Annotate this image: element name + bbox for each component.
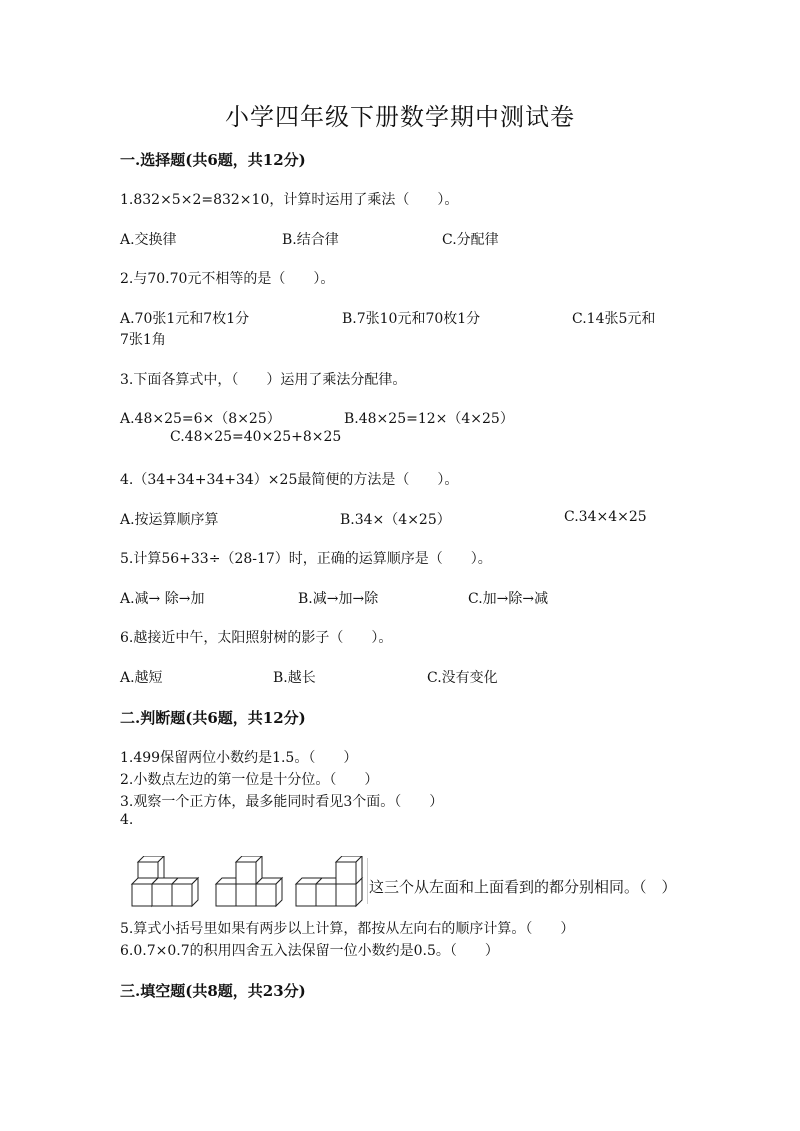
judgment-item-1: 1.499保留两位小数约是1.5。（ ） [120, 750, 358, 766]
image-divider [367, 858, 368, 904]
question-3-option-b: B.48×25=12×（4×25） [344, 411, 514, 427]
question-4-option-a: A.按运算顺序算 [120, 512, 219, 528]
question-3-option-a: A.48×25=6×（8×25） [120, 411, 281, 427]
cube-figures-image [128, 856, 368, 912]
question-4-option-b: B.34×（4×25） [340, 512, 451, 528]
judgment-item-4-text: 这三个从左面和上面看到的都分别相同。（ ） [369, 878, 677, 896]
cube-figure-1 [132, 856, 198, 906]
question-4-stem: 4.（34+34+34+34）×25最简便的方法是（ ）。 [120, 472, 459, 488]
question-1-option-c: C.分配律 [442, 232, 499, 248]
page-title: 小学四年级下册数学期中测试卷 [225, 103, 575, 131]
section-heading-judgment: 二.判断题(共6题，共12分) [120, 709, 306, 727]
question-2-option-a: A.70张1元和7枚1分 [120, 311, 250, 327]
question-2-stem: 2.与70.70元不相等的是（ ）。 [120, 271, 335, 287]
question-6-option-b: B.越长 [273, 670, 316, 686]
question-5-option-a: A.减→ 除→加 [120, 591, 205, 607]
section-heading-choice: 一.选择题(共6题，共12分) [120, 151, 306, 169]
question-4-option-c: C.34×4×25 [564, 509, 647, 525]
judgment-item-4-number: 4. [120, 812, 134, 828]
question-1-option-a: A.交换律 [120, 232, 177, 248]
question-5-stem: 5.计算56+33÷（28-17）时，正确的运算顺序是（ ）。 [120, 551, 492, 567]
question-2-option-b: B.7张10元和70枚1分 [342, 311, 481, 327]
question-3-option-c: C.48×25=40×25+8×25 [170, 429, 342, 445]
cube-figure-3 [296, 856, 362, 906]
question-3-stem: 3.下面各算式中，（ ）运用了乘法分配律。 [120, 372, 407, 388]
question-5-option-c: C.加→除→减 [468, 591, 549, 607]
judgment-item-5: 5.算式小括号里如果有两步以上计算，都按从左向右的顺序计算。（ ） [120, 921, 575, 937]
question-1-stem: 1.832×5×2=832×10，计算时运用了乘法（ ）。 [120, 192, 459, 208]
judgment-item-3: 3.观察一个正方体，最多能同时看见3个面。（ ） [120, 794, 444, 810]
judgment-item-2: 2.小数点左边的第一位是十分位。（ ） [120, 772, 379, 788]
question-6-stem: 6.越接近中午，太阳照射树的影子（ ）。 [120, 630, 393, 646]
question-5-option-b: B.减→加→除 [298, 591, 379, 607]
question-2-option-c: C.14张5元和 [572, 311, 656, 327]
question-6-option-c: C.没有变化 [427, 670, 498, 686]
question-1-option-b: B.结合律 [282, 232, 339, 248]
judgment-item-6: 6.0.7×0.7的积用四舍五入法保留一位小数约是0.5。（ ） [120, 943, 499, 959]
section-heading-fill-blank: 三.填空题(共8题，共23分) [120, 982, 306, 1000]
question-2-option-c-continued: 7张1角 [120, 332, 166, 348]
cube-figure-2 [216, 856, 282, 906]
question-6-option-a: A.越短 [120, 670, 163, 686]
